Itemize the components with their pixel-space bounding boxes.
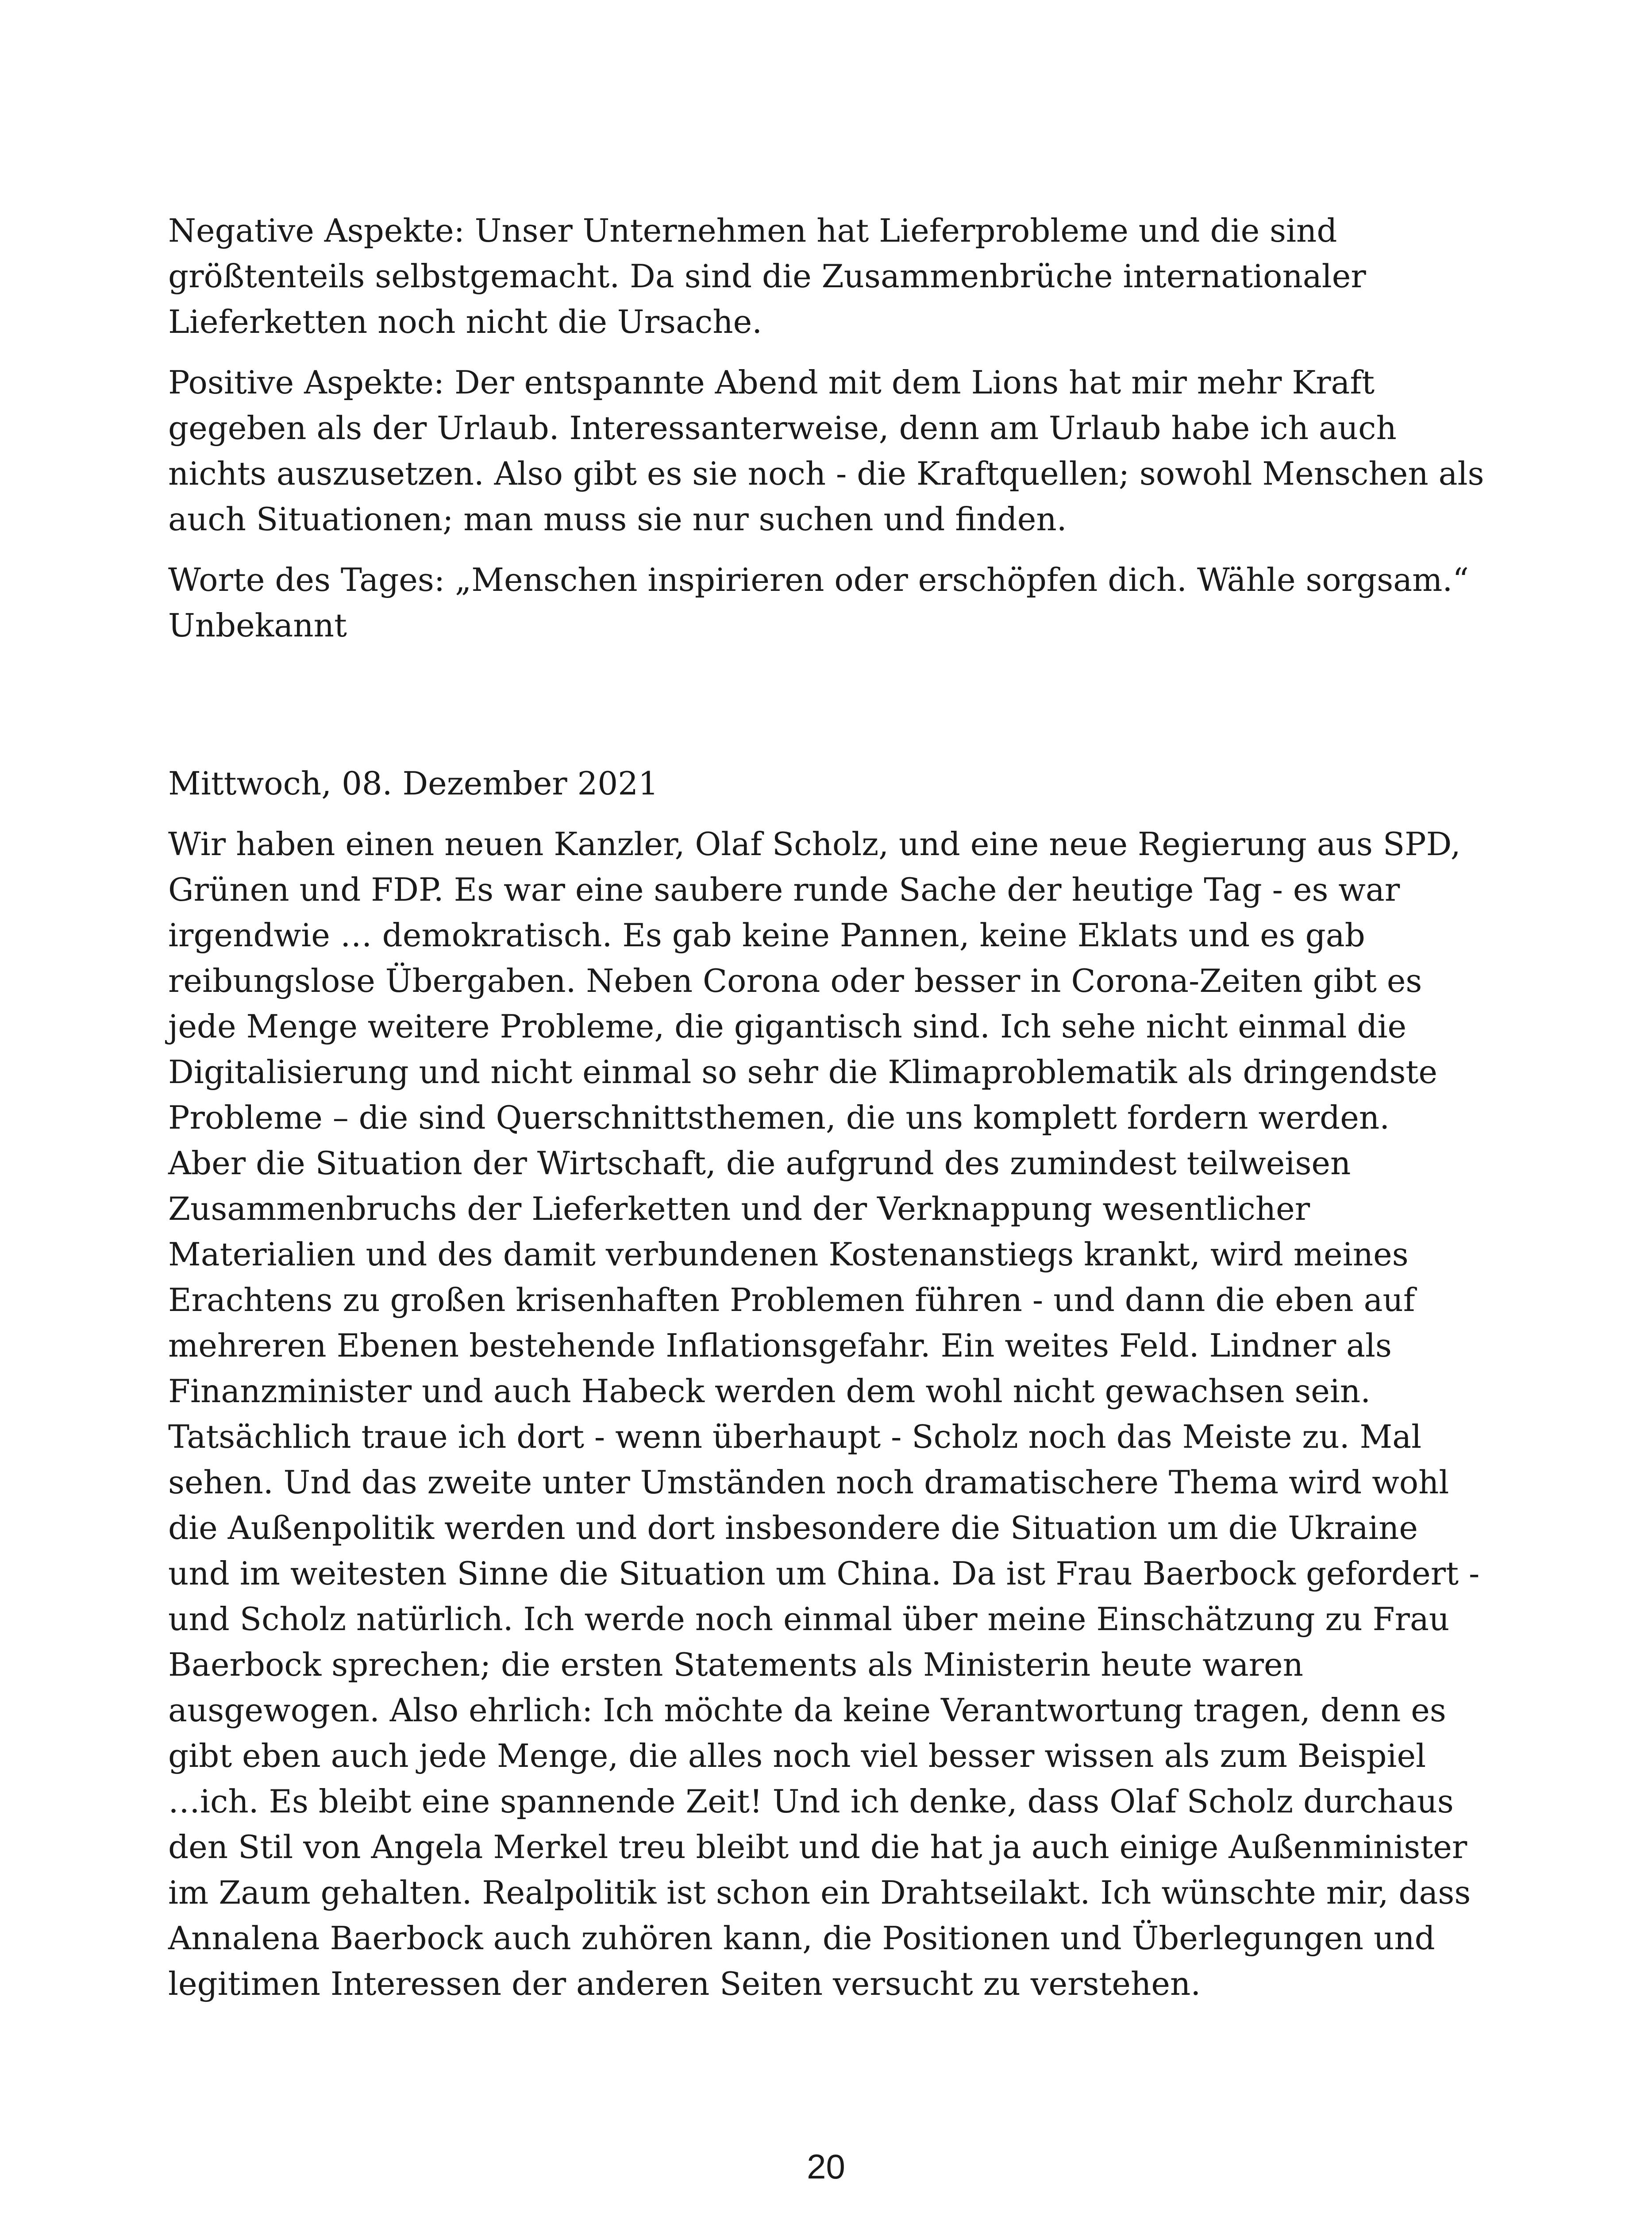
paragraph-words-of-the-day: Worte des Tages: „Menschen inspirieren oder erschöpfen dich. Wähle sorgsam.“ Unbekannt — [168, 561, 1469, 644]
date-heading: Mittwoch, 08. Dezember 2021 — [168, 765, 658, 802]
section-gap — [168, 663, 1487, 761]
page-content — [168, 208, 1487, 2022]
paragraph-diary-entry: Wir haben einen neuen Kanzler, Olaf Scholz, und eine neue Regierung aus SPD, Grünen und FDP. Es war eine saubere runde Sache der heutige Tag - es war irgendwie … demokratisch. Es gab keine Pannen, keine Eklats und es gab reibungslose Übergaben. Neben Corona oder besser in Corona-Zeiten gibt es jede Menge weitere Probleme, die gigantisch sind. Ich sehe nicht einmal die Digitalisierung und nicht einmal so sehr die Klimaproblematik als dringendste Probleme – die sind Querschnittsthemen, die uns komplett fordern werden. Aber die Situation der Wirtschaft, die aufgrund des zumindest teilweisen Zusammenbruchs der Lieferketten und der Verknappung wesentlicher Materialien und des damit verbundenen Kostenanstiegs krankt, wird meines Erachtens zu großen krisenhaften Problemen führen - und dann die eben auf mehreren Ebenen bestehende Inflationsgefahr. Ein weites Feld. Lindner als Finanzminister und auch Habeck werden dem wohl nicht gewachsen sein. Tatsächlich traue ich dort - wenn überhaupt - Scholz noch das Meiste zu. Mal sehen. Und das zweite unter Umständen noch dramatischere Thema wird wohl die Außenpolitik werden und dort insbesondere die Situation um die Ukraine und im weitesten Sinne die Situation um China. Da ist Frau Baerbock gefordert - und Scholz natürlich. Ich werde noch einmal über meine Einschätzung zu Frau Baerbock sprechen; die ersten Statements als Ministerin heute waren ausgewogen. Also ehrlich: Ich möchte da keine Verantwortung tragen, denn es gibt eben auch jede Menge, die alles noch viel besser wissen als zum Beispiel …ich. Es bleibt eine spannende Zeit! Und ich denke, dass Olaf Scholz durchaus den Stil von Angela Merkel treu bleibt und die hat ja auch einige Außenminister im Zaum gehalten. Realpolitik ist schon ein Drahtseilakt. Ich wünschte mir, dass Annalena Baerbock auch zuhören kann, die Positionen und Überlegungen und legitimen Interessen der anderen Seiten versucht zu verstehen. — [168, 825, 1480, 2002]
page-number: 20 — [807, 2147, 845, 2186]
paragraph-negative-aspects: Negative Aspekte: Unser Unternehmen hat Lieferprobleme und die sind größtenteils selbstgemacht. Da sind die Zusammenbrüche internationaler Lieferketten noch nicht die Ursache. — [168, 212, 1366, 340]
paragraph-positive-aspects: Positive Aspekte: Der entspannte Abend mit dem Lions hat mir mehr Kraft gegeben als der Urlaub. Interessanterweise, denn am Urlaub habe ich auch nichts auszusetzen. Also gibt es sie noch - die Kraftquellen; sowohl Menschen als auch Situationen; man muss sie nur suchen und finden. — [168, 364, 1484, 538]
